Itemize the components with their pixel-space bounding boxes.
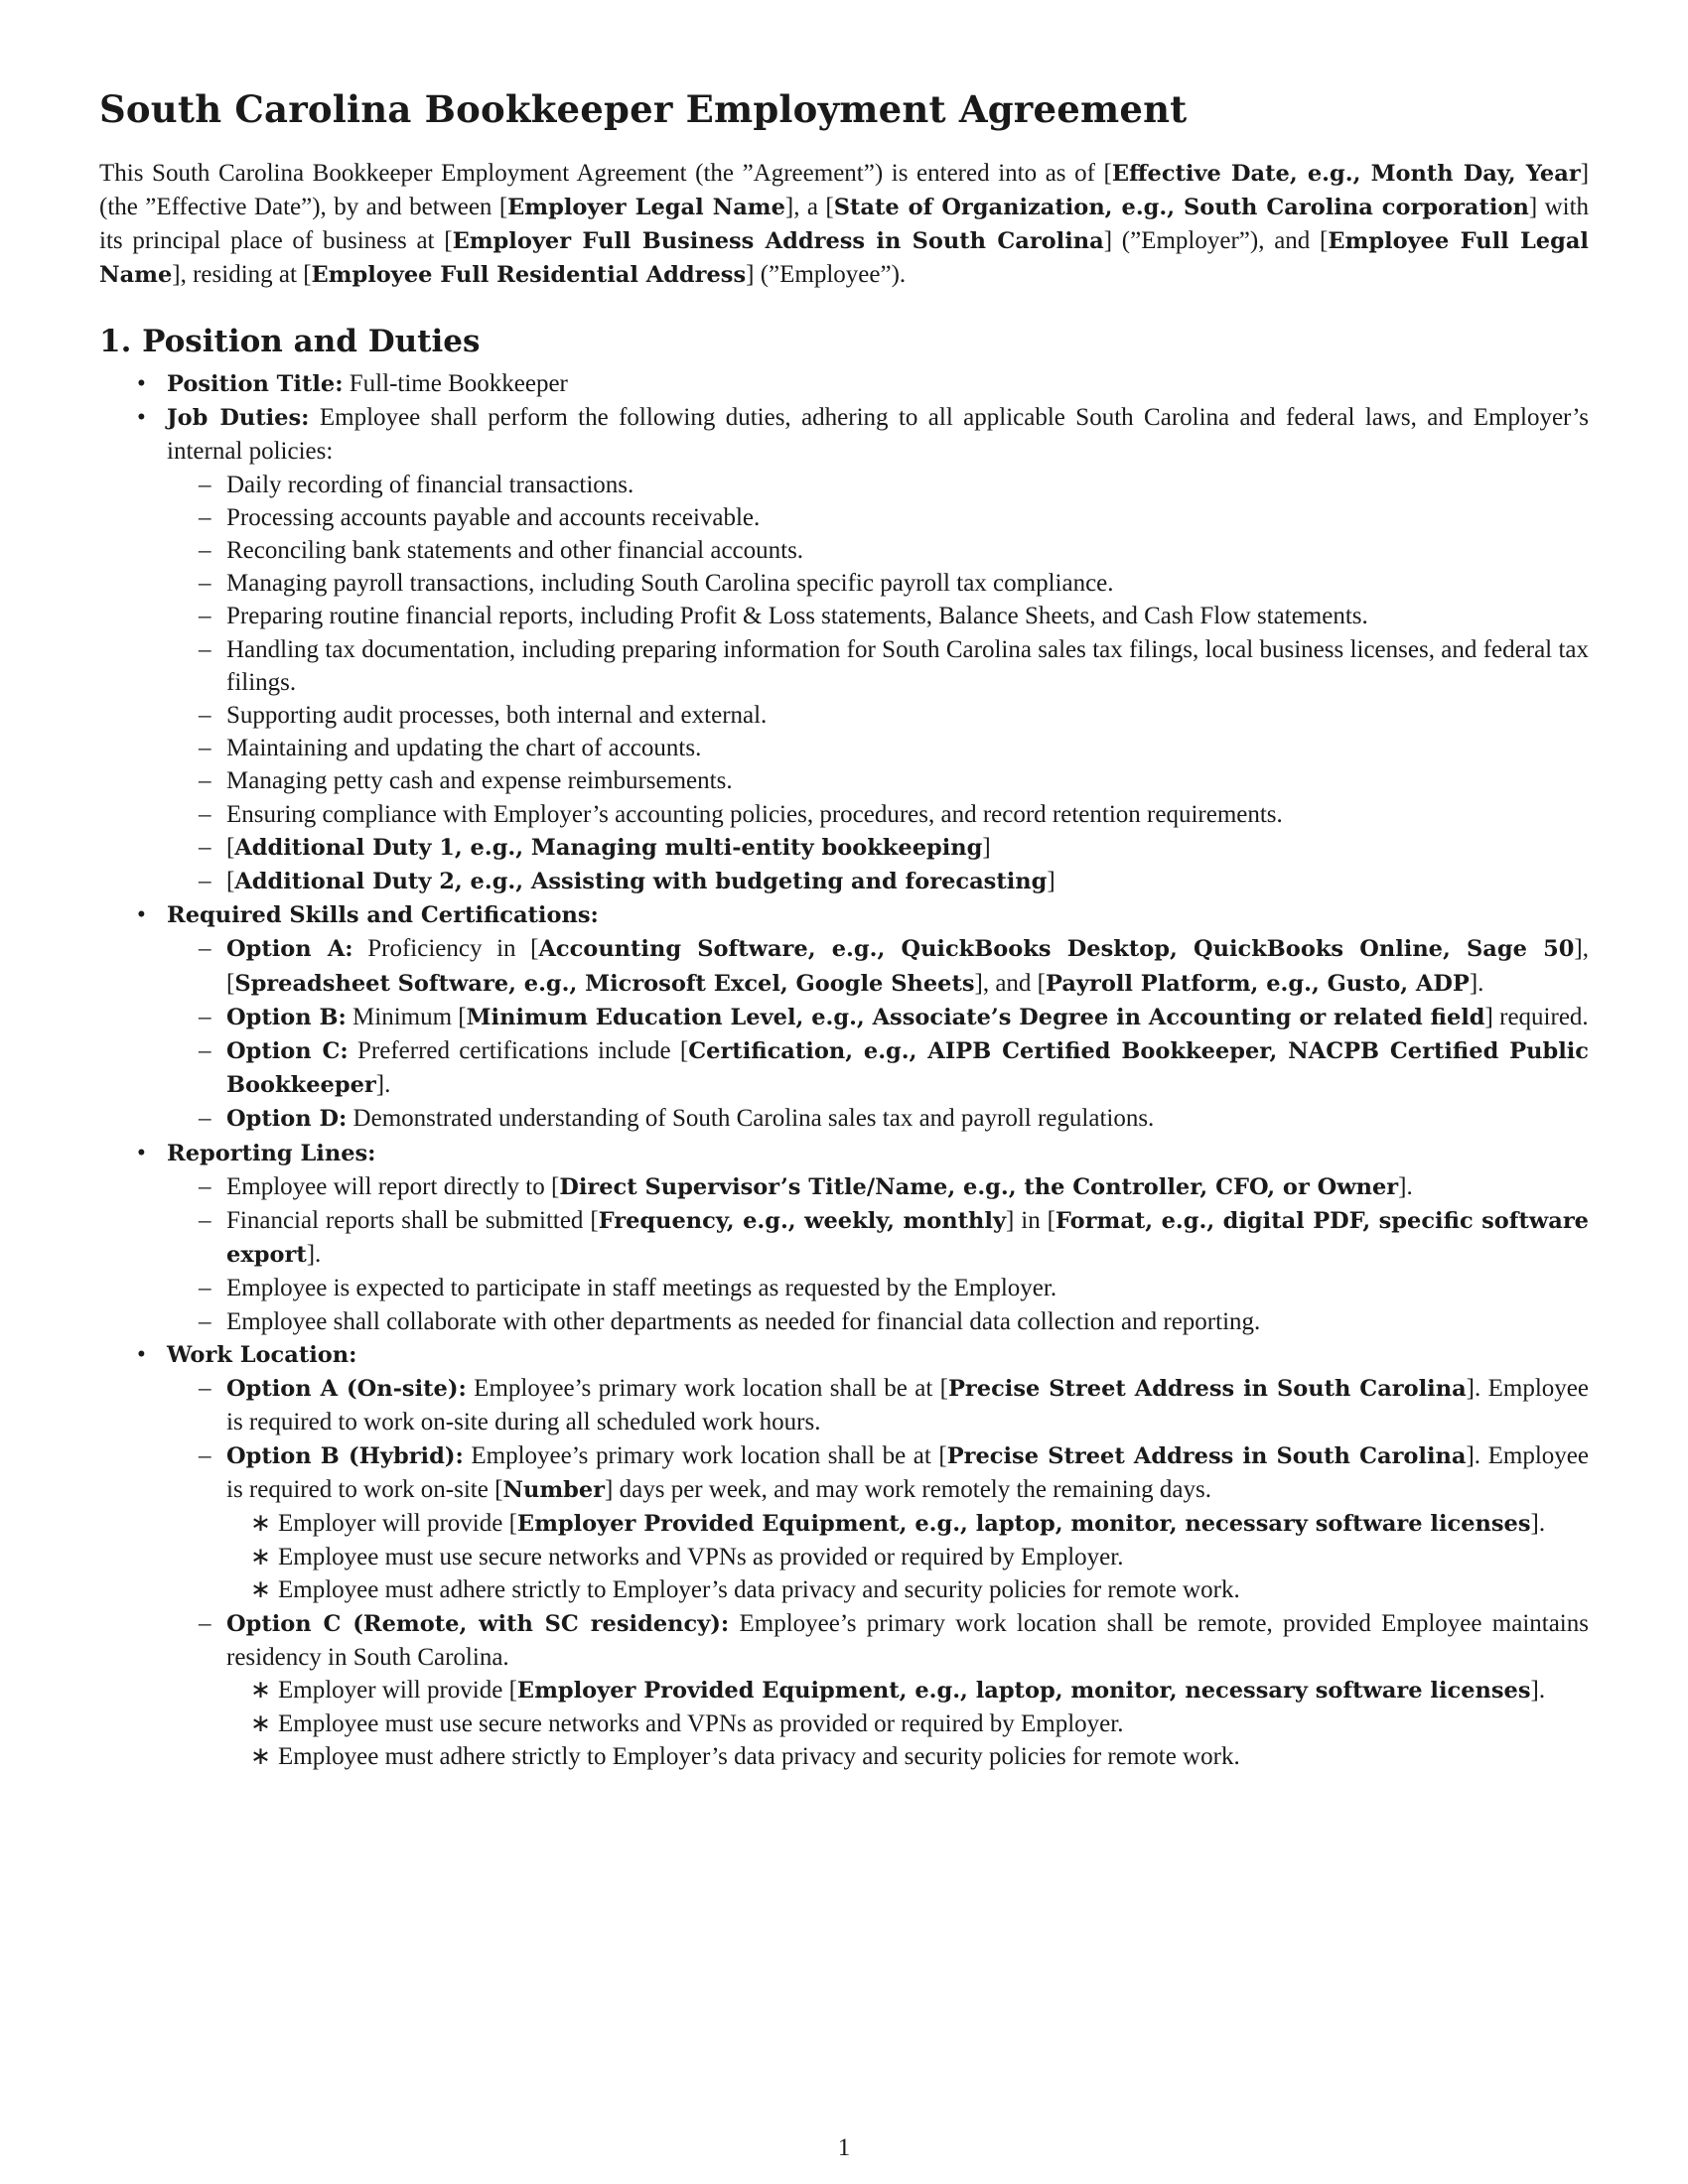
sub-list-item [99,469,1589,501]
sub-list-item [99,1001,1589,1034]
text-run: Supporting audit processes, both internal and external. [226,702,768,730]
sub-list-item [99,932,1589,1000]
sub-list-item [99,699,1589,732]
bold-text: Additional Duty 1, e.g., Managing multi-entity bookkeeping [234,834,983,861]
text-run: Employee’s primary work location shall be at [ [463,1441,947,1469]
intro-paragraph [99,157,1589,292]
text-run: Employee must adhere strictly to Employer’s data privacy and security policies for remote work. [278,1743,1240,1771]
bold-text: Employer Provided Equipment, e.g., laptop, monitor, necessary software licenses [516,1677,1531,1704]
text-run: ], residing at [ [172,261,312,288]
bold-text: Option C: [226,1038,349,1065]
text-run: Managing petty cash and expense reimbursements. [226,767,733,795]
sub-list-item [99,798,1589,831]
text-run: Daily recording of financial transactions. [226,471,634,498]
bold-text: State of Organization, e.g., South Carolina corporation [833,195,1529,220]
section-heading-position-and-duties: 1. Position and Duties [99,324,481,359]
sub-list-item [99,732,1589,764]
text-run: Employee is expected to participate in staff meetings as requested by the Employer. [226,1275,1057,1302]
text-run: ], and [ [974,969,1047,997]
bold-text: Spreadsheet Software, e.g., Microsoft Excel, Google Sheets [234,970,975,997]
text-run: Employer will provide [ [278,1676,517,1704]
text-run: Employee must adhere strictly to Employer’s data privacy and security policies for remote work. [278,1576,1240,1604]
sub-list-item [99,1034,1589,1102]
text-run: Full-time Bookkeeper [343,370,568,397]
text-run: ] [982,833,991,861]
sub-sub-list-item [99,1507,1589,1541]
sub-list-item [99,1272,1589,1304]
item-label: Position Title: [167,371,344,397]
sub-list [167,1170,1589,1338]
list-item [99,1338,1589,1774]
text-run: ] (”Employer”), and [ [1103,227,1329,254]
bold-text: Payroll Platform, e.g., Gusto, ADP [1046,970,1470,997]
text-run: ]. [1530,1676,1546,1704]
text-run: Processing accounts payable and accounts receivable. [226,503,761,531]
bold-text: Employer Provided Equipment, e.g., laptop, monitor, necessary software licenses [516,1510,1531,1537]
sub-list [167,932,1589,1136]
item-label: Required Skills and Certifications: [167,902,599,929]
text-run: Employee’s primary work location shall be remote, provided Employee maintains residency in South Carolina. [226,1609,1589,1671]
list-item [99,367,1589,401]
text-run: Minimum [ [346,1003,467,1030]
text-run: Employee must use secure networks and VPNs as provided or required by Employer. [278,1710,1124,1738]
sub-sub-list [226,1507,1589,1607]
text-run: Employee shall collaborate with other departments as needed for financial data collection and reporting. [226,1307,1261,1335]
bold-text: Number [502,1476,606,1503]
text-run: Employee shall perform the following duties, adhering to all applicable South Carolina and federal laws, and Employer’s internal policies: [167,404,1589,466]
page-number: 1 [837,2134,851,2161]
text-run: ]. [1398,1172,1413,1200]
sub-list-item [99,567,1589,600]
text-run: ] required. [1484,1003,1589,1030]
sub-list-item [99,534,1589,567]
sub-list-item [99,1102,1589,1136]
sub-list-item [99,501,1589,534]
text-run: [ [226,868,235,895]
bold-text: Accounting Software, e.g., QuickBooks Desktop, QuickBooks Online, Sage 50 [538,936,1575,963]
sub-list-item [99,1305,1589,1338]
text-run: ]. [306,1241,322,1269]
text-run: ] (the ”Effective Date”), by and between [ [99,160,1590,220]
duties-list [99,367,1589,1774]
sub-list-item [99,600,1589,632]
item-label: Job Duties: [167,405,310,432]
bold-text: Precise Street Address in South Carolina [948,1376,1467,1403]
text-run: Preparing routine financial reports, including Profit & Loss statements, Balance Sheets, and Cash Flow statements. [226,603,1368,630]
bold-text: Employer Legal Name [507,195,785,220]
text-run: Handling tax documentation, including preparing information for South Carolina sales tax filings, local business licenses, and federal tax filings. [226,635,1589,696]
text-run: ] in [ [1006,1207,1055,1235]
bold-text: Option B: [226,1004,347,1030]
sub-list-item [99,764,1589,797]
bold-text: Direct Supervisor’s Title/Name, e.g., the Controller, CFO, or Owner [559,1173,1399,1200]
text-run: Ensuring compliance with Employer’s accounting policies, procedures, and record retention requirements. [226,800,1283,828]
text-run: Managing payroll transactions, including South Carolina specific payroll tax compliance. [226,570,1114,598]
sub-sub-list-item [99,1707,1589,1740]
bold-text: Option C (Remote, with SC residency): [226,1610,730,1637]
sub-list-item [99,1372,1589,1438]
sub-list-item [99,1607,1589,1774]
text-run: [ [226,833,235,861]
sub-sub-list-item [99,1541,1589,1573]
text-run: Employee’s primary work location shall be at [ [466,1375,948,1403]
text-run: Proficiency in [ [352,935,539,963]
text-run: ]. [375,1071,391,1099]
text-run: Preferred certifications include [ [348,1037,689,1065]
text-run: ] with its principal place of business at [ [99,194,1590,254]
bold-text: Minimum Education Level, e.g., Associate’s Degree in Accounting or related field [466,1004,1485,1030]
bold-text: Employee Full Legal Name [99,228,1589,288]
sub-list-item [99,865,1589,898]
bold-text: Frequency, e.g., weekly, monthly [598,1208,1007,1235]
sub-sub-list-item [99,1674,1589,1707]
sub-sub-list-item [99,1740,1589,1773]
sub-sub-list [226,1674,1589,1774]
text-run: Demonstrated understanding of South Carolina sales tax and payroll regulations. [347,1105,1155,1133]
bold-text: Option A (On-site): [226,1376,467,1403]
text-run: Employee will report directly to [ [226,1172,560,1200]
bold-text: Employee Full Residential Address [311,262,747,288]
text-run: ]. [1469,969,1484,997]
text-run: ]. Employee is required to work on-site [ [226,1441,1589,1503]
text-run: ] (”Employee”). [746,261,907,288]
bold-text: Precise Street Address in South Carolina [946,1442,1467,1469]
sub-list [167,1372,1589,1773]
bold-text: Format, e.g., digital PDF, specific software export [226,1208,1589,1269]
text-run: ] [1047,868,1055,895]
document-title: South Carolina Bookkeeper Employment Agreement [99,87,1188,131]
sub-sub-list-item [99,1573,1589,1606]
list-item [99,1137,1589,1338]
bold-text: Employer Full Business Address in South Carolina [452,228,1104,254]
sub-list [167,469,1589,899]
list-item [99,401,1589,898]
bold-text: Option B (Hybrid): [226,1442,464,1469]
bold-text: Option A: [226,936,353,963]
item-label: Reporting Lines: [167,1140,376,1166]
text-run: ] days per week, and may work remotely the remaining days. [605,1475,1211,1503]
text-run: Employer will provide [ [278,1509,517,1537]
text-run: ], [ [226,935,1589,997]
bold-text: Certification, e.g., AIPB Certified Bookkeeper, NACPB Certified Public Bookkeeper [226,1038,1589,1099]
text-run: Financial reports shall be submitted [ [226,1207,599,1235]
list-item [99,898,1589,1136]
document-page [99,87,1589,1774]
text-run: This South Carolina Bookkeeper Employment Agreement (the ”Agreement”) is entered into as of [ [99,160,1112,187]
sub-list-item [99,1204,1589,1272]
sub-list-item [99,633,1589,699]
sub-list-item [99,831,1589,865]
text-run: ]. [1530,1509,1546,1537]
text-run: Reconciling bank statements and other financial accounts. [226,537,804,565]
bold-text: Option D: [226,1106,348,1133]
bold-text: Effective Date, e.g., Month Day, Year [1111,161,1581,187]
text-run: Employee must use secure networks and VPNs as provided or required by Employer. [278,1544,1124,1571]
text-run: ], a [ [784,194,834,220]
bold-text: Additional Duty 2, e.g., Assisting with budgeting and forecasting [234,869,1048,895]
sub-list-item [99,1439,1589,1607]
text-run: Maintaining and updating the chart of accounts. [226,735,702,762]
item-label: Work Location: [167,1341,357,1368]
sub-list-item [99,1170,1589,1204]
text-run: ]. Employee is required to work on-site during all scheduled work hours. [226,1375,1589,1436]
